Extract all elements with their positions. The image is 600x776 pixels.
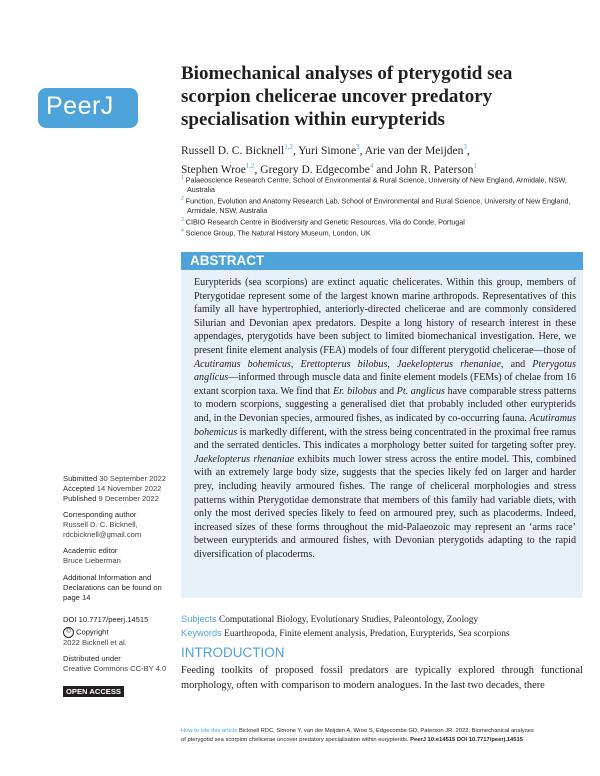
distributed-label: Distributed under [63, 654, 121, 663]
copyright-block [63, 627, 173, 648]
affiliation-item [181, 174, 581, 195]
cite-label: How to cite this article [181, 728, 238, 734]
dates-block [63, 474, 173, 504]
published-line: Published 9 December 2022 [63, 494, 159, 503]
author-affil: 3 [356, 143, 360, 151]
copyright-holder: 2022 Bicknell et al. [63, 638, 127, 647]
author-affil: 1,2 [284, 143, 293, 151]
corr-email-link[interactable]: rdcbicknell@gmail.com [63, 530, 142, 539]
editor-label: Academic editor [63, 546, 118, 555]
affiliation-num: 2 [181, 195, 184, 202]
corr-name: Russell D. C. Bicknell, [63, 520, 138, 529]
academic-editor [63, 546, 173, 566]
copyright-icon: © [63, 627, 74, 638]
author-affil: 4 [369, 161, 374, 170]
abstract-text: Eurypterids (sea scorpions) are extinct aquatic chelicerates. Within this group, members of Pterygotidae represent some of the largest known marine arthropods. Representatives of this family all have hypertrophied, anteriorly-directed chelicerae and are commonly considered Silurian and Devonian apex predators. Despite a long history of research interest in these appendages, pterygotids have been subject to limited biomechanical investigation. Here, we present finite element analysis (FEA) models of four different pterygotid chelicerae—those of Acutiramus bohemicus, Erettopterus bilobus, Jaekelopterus rhenaniae, and Pterygotus anglicus—informed through muscle data and finite element models (FEMs) of chelae from 16 extant scorpion taxa. We find that Er. bilobus and Pt. anglicus have comparable stress patterns to modern scorpions, suggesting a generalised diet that probably included other eurypterids and, in the Devonian species, armoured fishes, as indicated by co-occurring fauna. Acutiramus bohemicus is markedly different, with the stress being concentrated in the proximal free ramus and the serrated denticles. This indicates a morphology better suited for targeting softer prey. Jaekelopterus rhenaniae exhibits much lower stress across the entire model. This, combined with an extremely large body size, suggests that the species likely fed on larger and harder prey, including heavily armoured fishes. The range of cheliceral morphologies and stress patterns within Pterygotidae demonstrate that members of this family had variable diets, with only the most derived species likely to feed on armoured prey, such as placoderms. Indeed, increased sizes of these forms throughout the mid-Palaeozoic may represent an ‘arms race’ between eurypterids and armoured fishes, with Devonian pterygotids adapting to the rapid diversification of placoderms. [194, 277, 577, 560]
affiliation-text: Function, Evolution and Anatomy Research Lab, School of Environmental and Rural Science, University of New England, Armidale, NSW, Australia [185, 196, 571, 216]
author-name: Arie van der Meijden [364, 144, 464, 157]
subjects-keywords [181, 613, 581, 640]
cite-text-1: Bicknell RDC, Simone Y, van der Meijden A, Wroe S, Edgecombe GD, Paterson JR. 2022. Biomechanical analyses [239, 728, 534, 734]
affiliation-item [181, 216, 581, 227]
subjects-label: Subjects [181, 614, 217, 624]
affiliation-num: 4 [181, 228, 184, 235]
author-name: John R. Paterson [395, 163, 474, 176]
affiliation-num: 3 [181, 216, 184, 223]
corr-label: Corresponding author [63, 510, 137, 519]
keywords-line [181, 627, 581, 641]
keywords-value: Euarthropoda, Finite element analysis, Predation, Eurypterids, Sea scorpions [224, 628, 510, 639]
cite-text-2: of pterygotid sea scorpion chelicerae uncover predatory specialisation within eurypterids. [181, 737, 409, 743]
paper-title: Biomechanical analyses of pterygotid sea scorpion chelicerae uncover predatory specialisation within eurypterids [181, 63, 513, 130]
subjects-value: Computational Biology, Evolutionary Studies, Paleontology, Zoology [219, 615, 479, 625]
corresponding-author [63, 510, 173, 540]
affiliations [181, 174, 581, 238]
cite-ref[interactable]: PeerJ 10:e14515 DOI 10.7717/peerj.14515 [410, 737, 523, 743]
logo-text: PeerJ [46, 92, 114, 120]
subjects-line [181, 613, 581, 627]
author-name: Yuri Simone [298, 144, 357, 157]
doi-link[interactable]: 10.7717/peerj.14515 [78, 615, 149, 624]
doi-label: DOI [63, 615, 77, 624]
doi-line [63, 615, 173, 625]
affiliation-num: 1 [181, 175, 184, 181]
editor-name: Bruce Lieberman [63, 556, 121, 565]
copyright-label: Copyright [76, 627, 109, 637]
introduction-text: Feeding toolkits of proposed fossil predators are typically explored through functional morphology, often with comparison to modern analogues. In the last two decades, there [181, 665, 583, 691]
author-name: Stephen Wroe [181, 163, 246, 176]
author-affil: 1,2 [245, 161, 255, 170]
affiliation-text: Science Group, The Natural History Museum, London, UK [185, 228, 371, 238]
author-name: Russell D. C. Bicknell [181, 144, 285, 157]
introduction-heading: INTRODUCTION [181, 645, 285, 660]
keywords-label: Keywords [181, 627, 222, 638]
peerj-logo [38, 88, 138, 128]
affiliation-item [181, 227, 581, 238]
license-block [63, 654, 173, 674]
affiliation-text: CIBIO Research Centre in Biodiversity and Genetic Resources, Vila do Conde, Portugal [185, 217, 465, 227]
accepted-line: Accepted 14 November 2022 [63, 484, 162, 493]
author-affil: 1 [473, 161, 477, 170]
citation-footer [181, 727, 581, 745]
author-affil: 3 [463, 143, 467, 151]
license-link[interactable]: Creative Commons CC-BY 4.0 [63, 664, 167, 673]
author-name: Gregory D. Edgecombe [260, 163, 370, 176]
additional-info: Additional Information and Declarations can be found on page 14 [63, 573, 162, 602]
submitted-line: Submitted 30 September 2022 [63, 474, 167, 483]
abstract-header [181, 252, 583, 270]
affiliation-text: Palaeoscience Research Centre, School of Environmental & Rural Science, University of New England, Armidale, NSW, Australia [185, 175, 567, 195]
open-access-badge: OPEN ACCESS [63, 686, 124, 697]
author-list: Russell D. C. Bicknell$^{1,2}$, Yuri Simone$^3$, Arie van der Meijden$^3$, Stephen Wroe$^{1,2}$, Gregory D. Edgecombe$^4$ and John R. Paterson$^1$ [181, 143, 477, 176]
abstract-heading: ABSTRACT [190, 253, 265, 268]
affiliation-item [181, 195, 581, 216]
